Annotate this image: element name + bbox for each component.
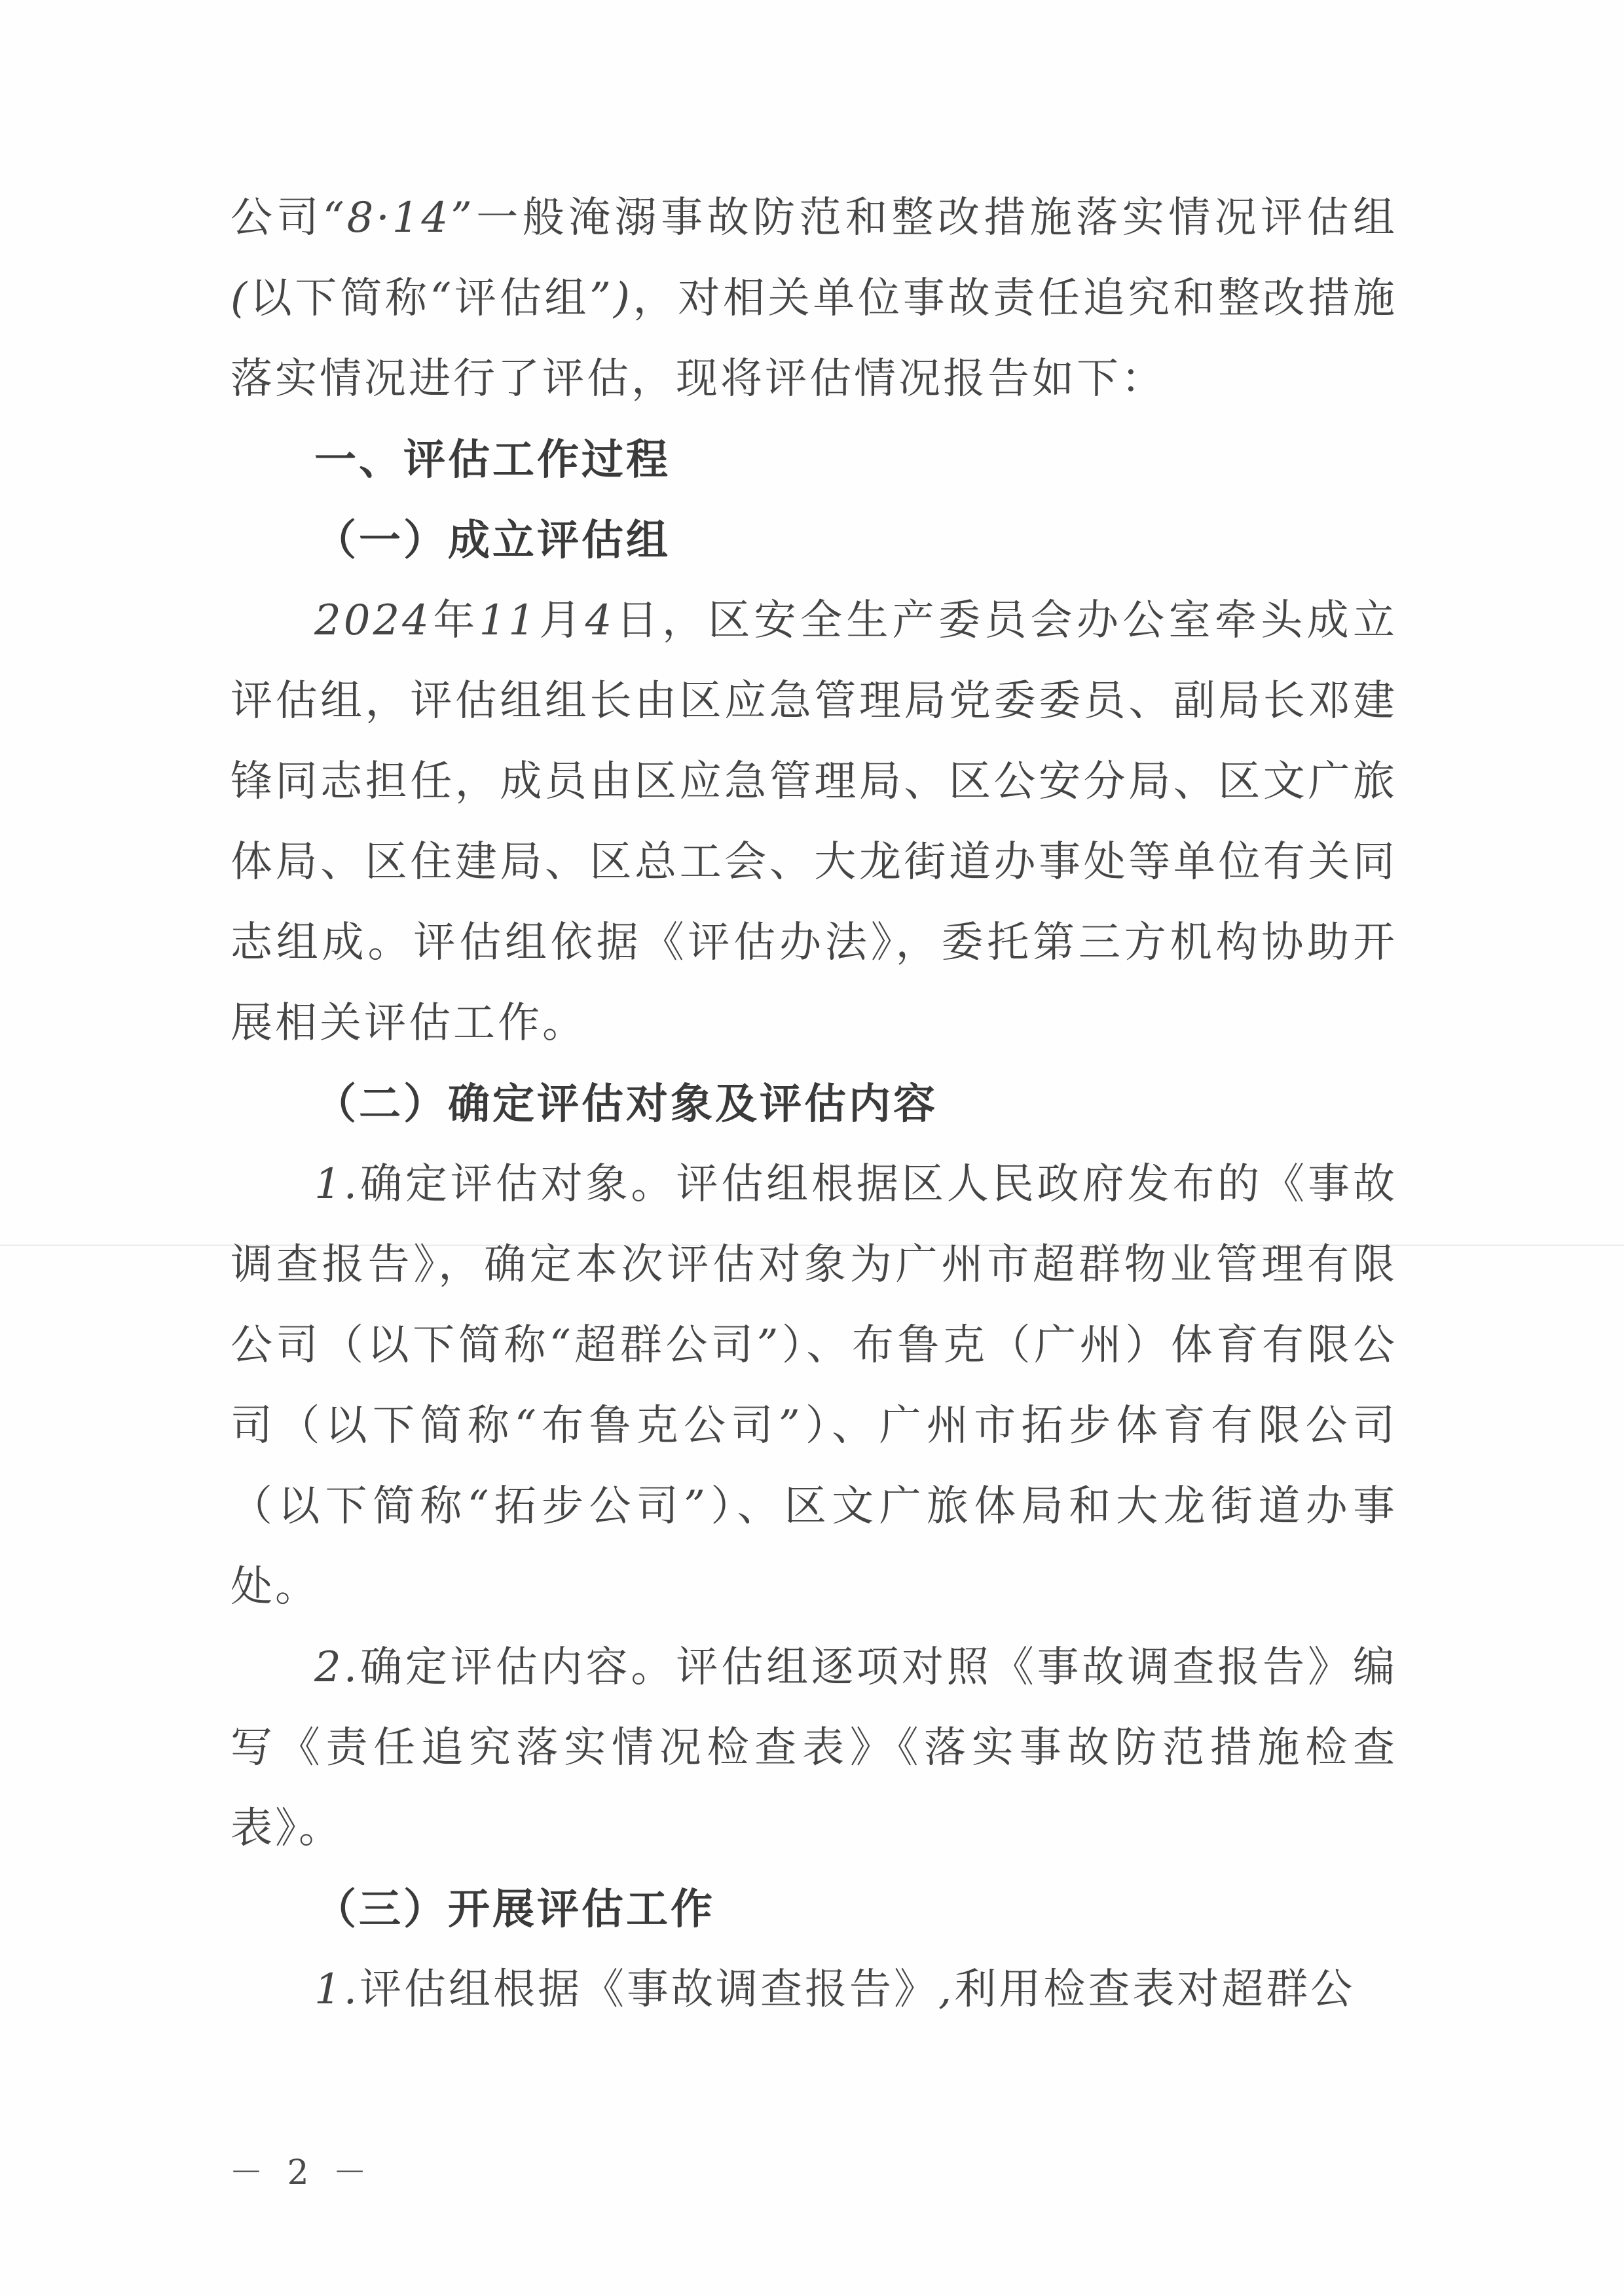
section-heading: 一、评估工作过程 <box>314 435 671 484</box>
page-number: － 2 － <box>229 2153 374 2193</box>
body-paragraph: 1.评估组根据《事故调查报告》,利用检查表对超群公 <box>314 1965 1356 2014</box>
document-body <box>231 178 1397 2030</box>
subsection-heading: （二）确定评估对象及评估内容 <box>314 1080 938 1129</box>
body-paragraph: 2024年11月4日，区安全生产委员会办公室牵头成立评估组，评估组组长由区应急管理局党委委员、副局长邓建锋同志担任，成员由区应急管理局、区公安分局、区文广旅体局、区住建局、区总工会、大龙街道办事处等单位有关同志组成。评估组依据《评估办法》，委托第三方机构协助开展相关评估工作。 <box>231 596 1397 1048</box>
body-paragraph: 2.确定评估内容。评估组逐项对照《事故调查报告》编写《责任追究落实情况检查表》《落实事故防范措施检查表》。 <box>231 1643 1397 1853</box>
body-paragraph: 1.确定评估对象。评估组根据区人民政府发布的《事故调查报告》，确定本次评估对象为广州市超群物业管理有限公司（以下简称“超群公司”）、布鲁克（广州）体育有限公司（以下简称“布鲁克公司”）、广州市拓步体育有限公司（以下简称“拓步公司”）、区文广旅体局和大龙街道办事处。 <box>231 1160 1397 1611</box>
subsection-heading: （三）开展评估工作 <box>314 1885 715 1934</box>
subsection-heading: （一）成立评估组 <box>314 516 671 565</box>
body-paragraph: 公司“8·14”一般淹溺事故防范和整改措施落实情况评估组(以下简称“评估组”)，对相关单位事故责任追究和整改措施落实情况进行了评估，现将评估情况报告如下： <box>231 194 1397 403</box>
